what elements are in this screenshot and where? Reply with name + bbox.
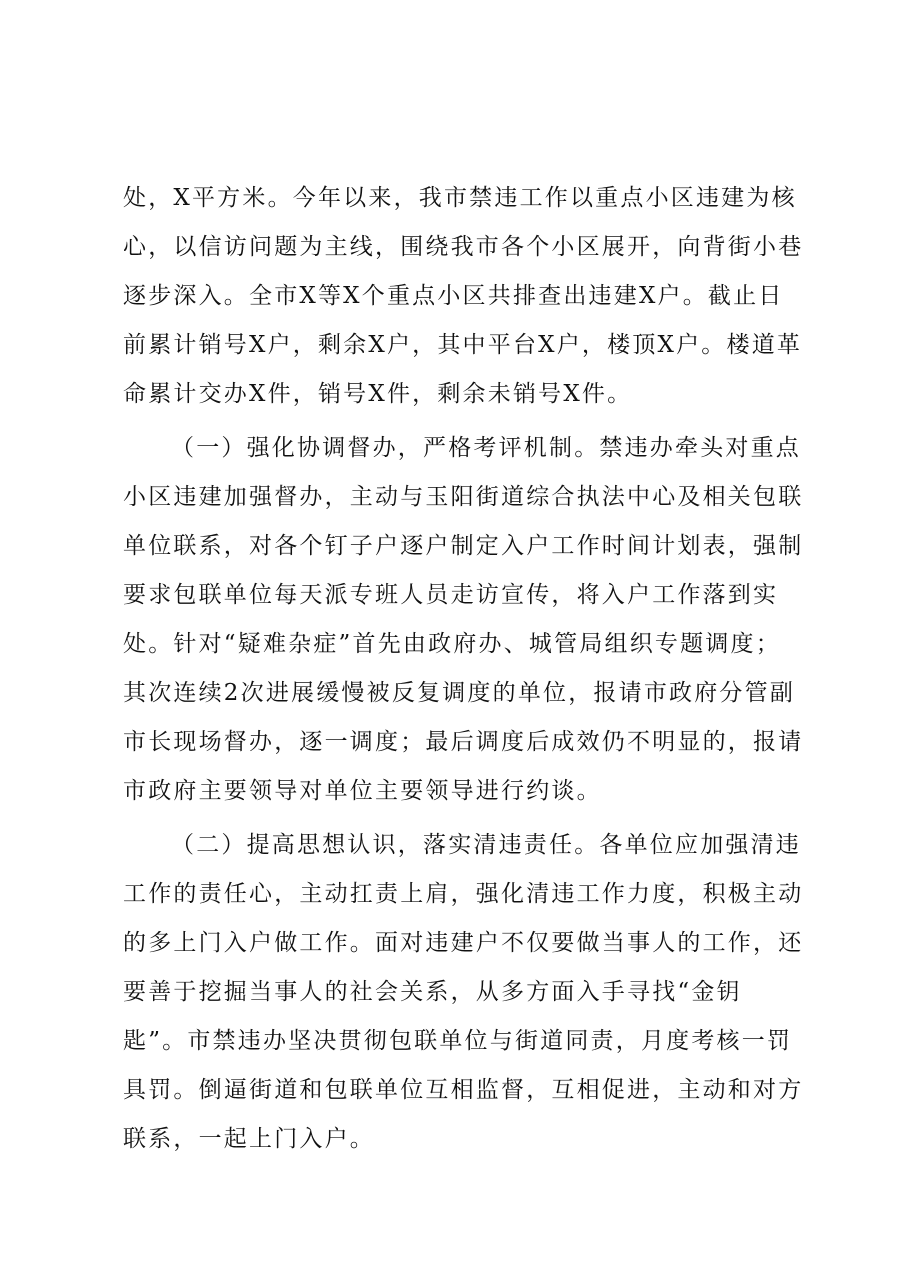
text-line: 单位联系，对各个钉子户逐户制定入户工作时间计划表，强制 [123, 533, 804, 559]
text-line: 处，X平方米。今年以来，我市禁违工作以重点小区违建为核 [123, 185, 797, 211]
text-line: 命累计交办X件，销号X件，剩余未销号X件。 [123, 381, 633, 407]
section-heading-line: （二）提高思想认识，落实清违责任。各单位应加强清违 [171, 832, 801, 858]
text-line: 其次连续2次进展缓慢被反复调度的单位，报请市政府分管副 [123, 680, 796, 706]
text-line: 市长现场督办，逐一调度；最后调度后成效仍不明显的，报请 [123, 729, 804, 755]
text-line: 联系，一起上门入户。 [123, 1126, 375, 1152]
text-line: 前累计销号X户，剩余X户，其中平台X户，楼顶X户。楼道革 [123, 332, 803, 358]
text-line: 逐步深入。全市X等X个重点小区共排查出违建X户。截止日 [123, 283, 784, 309]
document-body [123, 174, 804, 1164]
text-line: 匙”。市禁违办坚决贯彻包联单位与街道同责，月度考核一罚 [123, 1028, 793, 1054]
text-line: 市政府主要领导对单位主要领导进行约谈。 [123, 778, 602, 804]
text-line: 要善于挖掘当事人的社会关系，从多方面入手寻找“金钥 [123, 979, 742, 1005]
text-line: 工作的责任心，主动扛责上肩，强化清违工作力度，积极主动 [123, 881, 804, 907]
text-line: 心，以信访问题为主线，围绕我市各个小区展开，向背街小巷 [123, 234, 804, 260]
text-line: 具罚。倒逼街道和包联单位互相监督，互相促进，主动和对方 [123, 1077, 804, 1103]
text-line: 要求包联单位每天派专班人员走访宣传，将入户工作落到实 [123, 582, 779, 608]
text-line: 处。针对“疑难杂症”首先由政府办、城管局组织专题调度； [123, 631, 781, 657]
section-heading-line: （一）强化协调督办，严格考评机制。禁违办牵头对重点 [171, 435, 801, 461]
text-line: 小区违建加强督办，主动与玉阳街道综合执法中心及相关包联 [123, 484, 804, 510]
text-line: 的多上门入户做工作。面对违建户不仅要做当事人的工作，还 [123, 930, 804, 956]
